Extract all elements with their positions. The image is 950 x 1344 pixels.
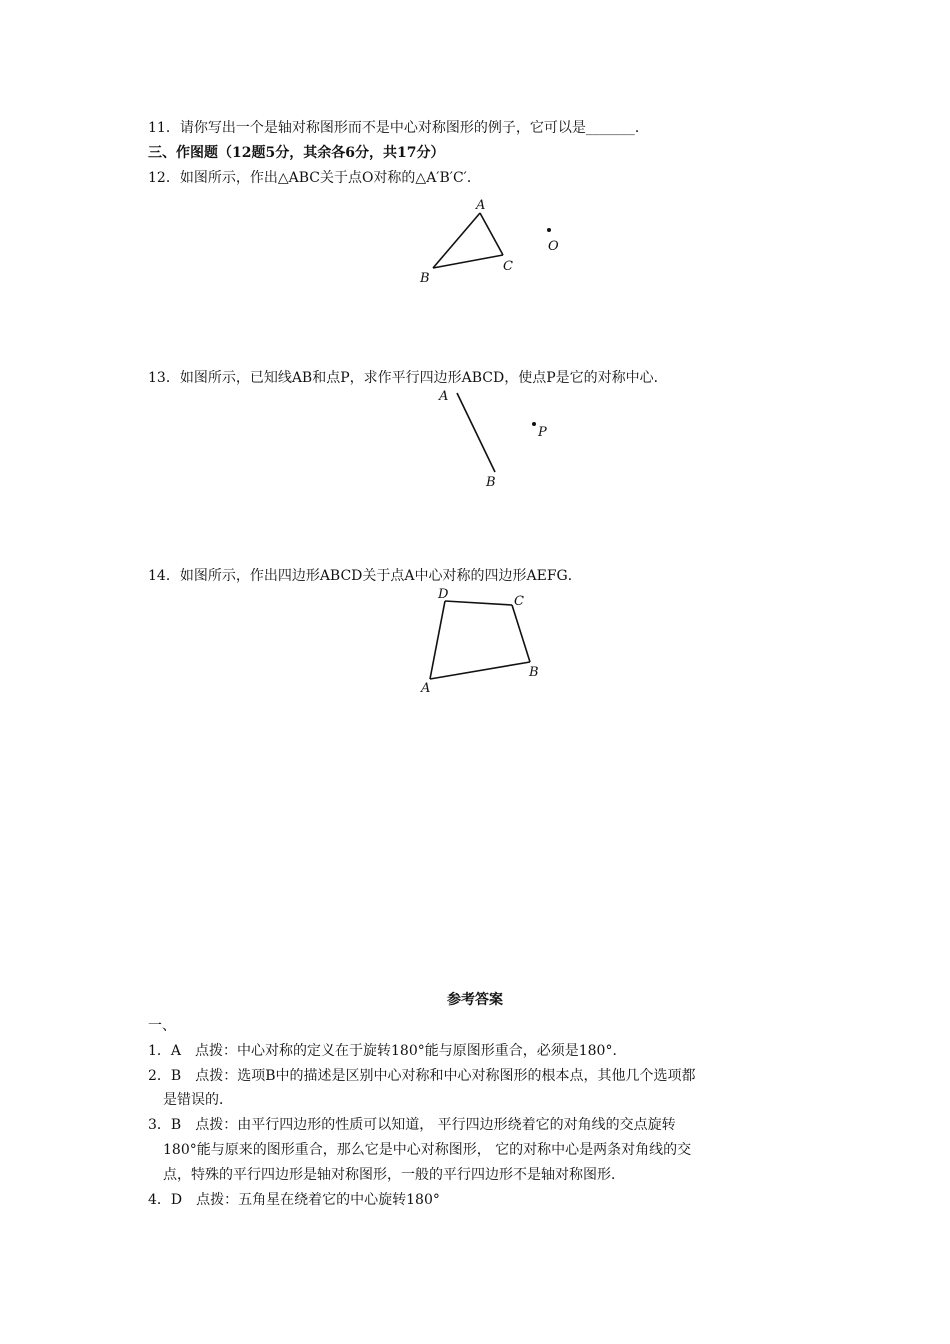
answer-2-line-2: 是错误的． <box>163 1092 233 1108</box>
label-a-13: A <box>439 389 449 404</box>
answer-3-line-3: 点，特殊的平行四边形是轴对称图形，一般的平行四边形不是轴对称图形． <box>163 1167 625 1183</box>
segment-ab-13 <box>457 393 495 472</box>
segment-ab-12 <box>433 213 480 268</box>
question-12: 12．如图所示，作出△ABC关于点O对称的△A′B′C′． <box>148 170 481 186</box>
label-o-12: O <box>548 239 559 254</box>
label-b-14: B <box>529 665 539 680</box>
label-c-12: C <box>503 259 513 274</box>
point-p <box>532 422 536 426</box>
label-a-14: A <box>421 681 431 696</box>
label-c-14: C <box>514 594 524 609</box>
question-13: 13．如图所示，已知线AB和点P，求作平行四边形ABCD，使点P是它的对称中心． <box>148 370 668 386</box>
label-d-14: D <box>438 587 449 602</box>
answer-1: 1．A 点拨：中心对称的定义在于旋转180°能与原图形重合，必须是180°． <box>148 1043 627 1059</box>
answer-3-line-1: 3．B 点拨：由平行四边形的性质可以知道， 平行四边形绕着它的对角线的交点旋转 <box>148 1117 676 1133</box>
answers-part-1: 一、 <box>148 1018 176 1034</box>
answer-4: 4．D 点拨：五角星在绕着它的中心旋转180° <box>148 1192 440 1208</box>
segment-ca-12 <box>480 213 503 255</box>
segment-dc-14 <box>445 601 512 605</box>
label-b-12: B <box>420 271 430 286</box>
label-b-13: B <box>486 475 496 490</box>
segment-ba-14 <box>430 662 530 679</box>
section-3-heading: 三、作图题（12题5分，其余各6分，共17分） <box>148 145 445 161</box>
segment-cb-14 <box>512 605 530 662</box>
question-14: 14．如图所示，作出四边形ABCD关于点A中心对称的四边形AEFG． <box>148 568 582 584</box>
answer-3-line-2: 180°能与原来的图形重合，那么它是中心对称图形， 它的对称中心是两条对角线的交 <box>163 1142 692 1158</box>
answers-title: 参考答案 <box>447 992 503 1008</box>
point-o <box>547 228 551 232</box>
label-a-12: A <box>476 198 486 213</box>
answer-2-line-1: 2．B 点拨：选项B中的描述是区别中心对称和中心对称图形的根本点，其他几个选项都 <box>148 1068 696 1084</box>
segment-ad-14 <box>430 601 445 679</box>
question-11: 11．请你写出一个是轴对称图形而不是中心对称图形的例子，它可以是_______． <box>148 120 649 136</box>
label-p-13: P <box>538 425 547 440</box>
segment-bc-12 <box>433 255 503 268</box>
